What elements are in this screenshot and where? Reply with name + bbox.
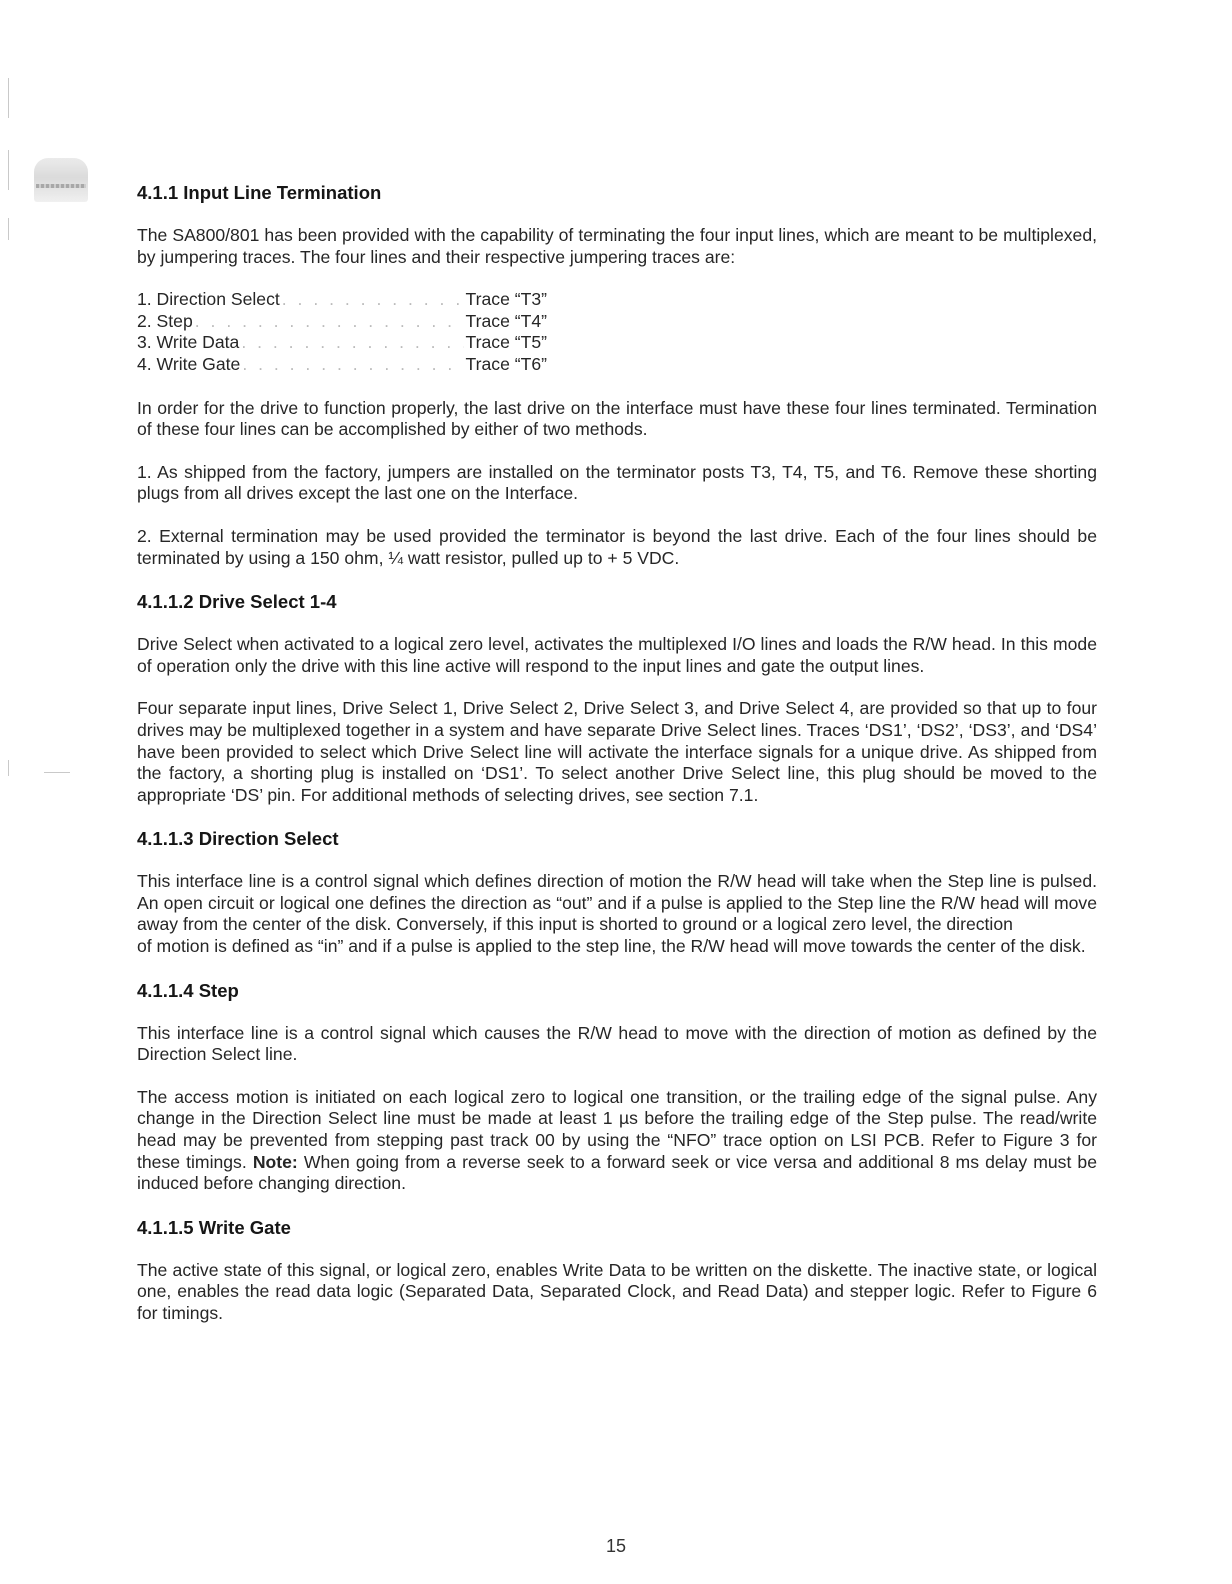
dot-leader (282, 289, 464, 311)
trace-item (137, 311, 547, 333)
section-heading: 4.1.1 Input Line Termination (137, 182, 382, 203)
paragraph: This interface line is a control signal which causes the R/W head to move with the direction of motion as defined by the Direction Select line. (137, 1022, 1097, 1065)
dot-leader (241, 332, 463, 354)
margin-scan-artifact (34, 158, 88, 202)
paragraph: The active state of this signal, or logical zero, enables Write Data to be written on the diskette. The inactive state, or logical one, enables the read data logic (Separated Data, Separated Clock, and Read Data) and stepper logic. Refer to Figure 6 for timings. (137, 1259, 1097, 1323)
paragraph-text: The access motion is initiated on each logical zero to logical one transition, or the trailing edge of the signal pulse. Any change in the Direction Select line must be made at least 1 µs before the trailing edge of the Step pulse. The read/write head may be prevented from stepping past track 00 by using the “NFO” trace option on LSI PCB. Refer to Figure 3 for these timings. (137, 1086, 1097, 1172)
trace-label: 1. Direction Select (137, 289, 280, 310)
paragraph: Drive Select when activated to a logical zero level, activates the multiplexed I/O lines and loads the R/W head. In this mode of operation only the drive with this line active will respond to the input lines and gate the output lines. (137, 634, 1097, 676)
section-write-gate (137, 1216, 1097, 1325)
trace-value: Trace “T3” (465, 289, 547, 310)
page-content (137, 181, 1097, 1346)
paragraph: Four separate input lines, Drive Select 1, Drive Select 2, Drive Select 3, and Drive Select 4, are provided so that up to four drives may be multiplexed together in a system and have separate Drive Select lines. Traces ‘DS1’, ‘DS2’, ‘DS3’, and ‘DS4’ have been provided to select which Drive Select line will activate the interface signals for a unique drive. As shipped from the factory, a shorting plug is installed on ‘DS1’. To select another Drive Select line, this plug should be moved to the appropriate ‘DS’ pin. For additional methods of selecting drives, see section 7.1. (137, 698, 1097, 805)
margin-mark (44, 772, 70, 773)
note-label: Note: (252, 1151, 298, 1172)
trace-value: Trace “T4” (465, 310, 547, 331)
trace-item (137, 289, 547, 311)
margin-mark (8, 760, 9, 776)
trace-label: 4. Write Gate (137, 353, 241, 374)
section-drive-select (137, 590, 1097, 806)
trace-value: Trace “T6” (465, 353, 547, 374)
section-heading: 4.1.1.4 Step (137, 979, 239, 1001)
trace-item (137, 332, 547, 354)
section-heading: 4.1.1.3 Direction Select (137, 828, 339, 850)
paragraph (137, 1087, 1097, 1195)
trace-label: 2. Step (137, 310, 193, 331)
section-heading: 4.1.1.2 Drive Select 1-4 (137, 591, 337, 613)
page-number: 15 (605, 1536, 627, 1556)
section-input-line-termination (137, 181, 1097, 569)
trace-value: Trace “T5” (465, 332, 547, 353)
paragraph: The SA800/801 has been provided with the capability of terminating the four input lines, which are meant to be multiplexed, by jumpering traces. The four lines and their respective jumpering traces are: (137, 225, 1097, 267)
dot-leader (195, 311, 464, 333)
margin-mark (8, 218, 9, 240)
section-step (137, 979, 1097, 1195)
paragraph-line: This interface line is a control signal which defines direction of motion the R/W head will take when the Step line is pulsed. An open circuit or logical one defines the direction as “out” and if a pulse is applied to the Step line the R/W head will move away from the center of the disk. Conversely, if this input is shorted to ground or a logical zero level, the direction (137, 871, 1097, 935)
section-direction-select (137, 827, 1097, 957)
dot-leader (242, 354, 463, 376)
paragraph-text: When going from a reverse seek to a forward seek or vice versa and additional 8 ms delay must be induced before changing direction. (137, 1151, 1097, 1194)
paragraph: In order for the drive to function properly, the last drive on the interface must have these four lines terminated. Termination of these four lines can be accomplished by either of two methods. (137, 397, 1097, 440)
margin-mark (8, 150, 9, 190)
margin-mark (8, 78, 9, 118)
trace-list (137, 289, 1097, 375)
paragraph: 1. As shipped from the factory, jumpers are installed on the terminator posts T3, T4, T5, and T6. Remove these shorting plugs from all drives except the last one on the Interface. (137, 461, 1097, 504)
trace-label: 3. Write Data (137, 332, 240, 353)
paragraph-line: of motion is defined as “in” and if a pulse is applied to the step line, the R/W head will move towards the center of the disk. (137, 936, 1086, 957)
paragraph: 2. External termination may be used provided the terminator is beyond the last drive. Each of the four lines should be terminated by using a 150 ohm, ¼ watt resistor, pulled up to + 5 VDC. (137, 525, 1097, 568)
paragraph (137, 871, 1097, 957)
section-heading: 4.1.1.5 Write Gate (137, 1216, 291, 1238)
trace-item (137, 354, 547, 376)
